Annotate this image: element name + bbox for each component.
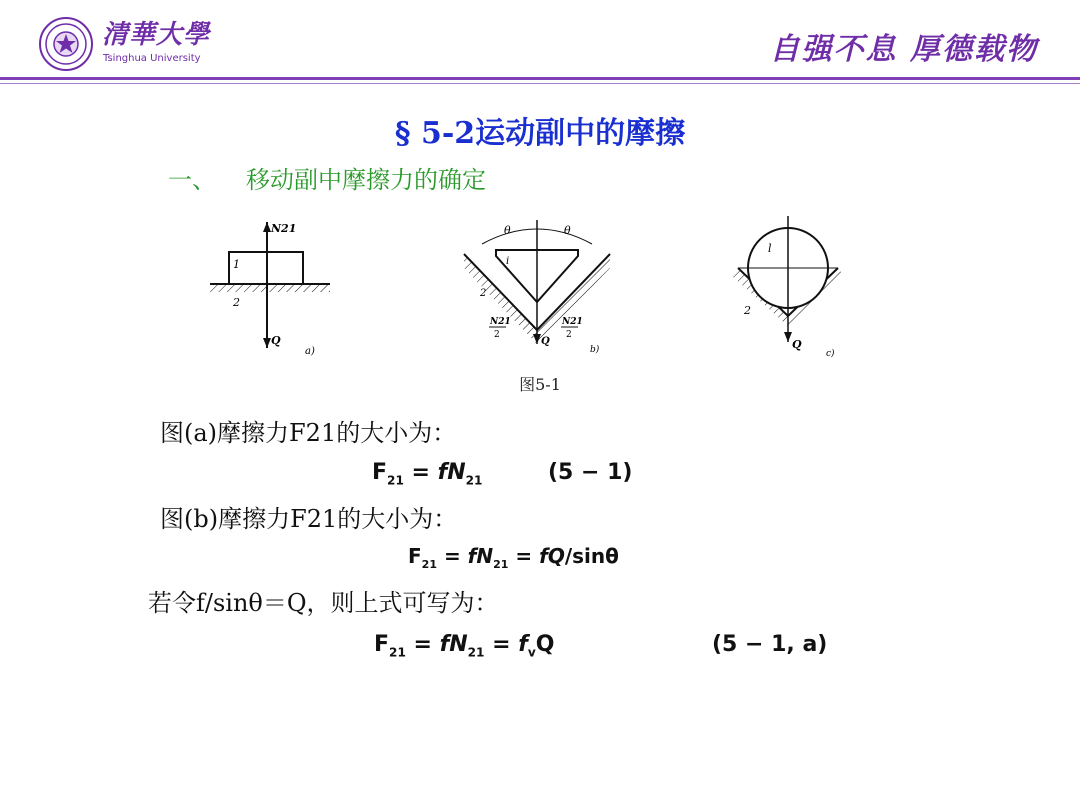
fig-b-theta-right: θ — [564, 224, 571, 237]
fig-c-ground-label: 2 — [744, 304, 751, 317]
equation-5-1 — [372, 460, 482, 487]
fig-c-q-label: Q — [792, 338, 802, 351]
fig-b-tag: b) — [590, 345, 600, 355]
text-line-b: 图(b)摩擦力F21的大小为： — [160, 505, 458, 533]
fig-a-arrow-q — [263, 338, 271, 348]
slide-title: § 5-2运动副中的摩擦 — [394, 116, 686, 151]
subtitle-number: 一、 — [168, 166, 216, 194]
figure-caption: 图5-1 — [519, 375, 561, 394]
eq3-f: f — [439, 632, 450, 657]
equation-tag-5-1a: (5 − 1, a) — [712, 632, 828, 657]
figure-b — [462, 212, 612, 360]
eq2-lhs: F — [408, 544, 422, 568]
section-subtitle — [168, 160, 486, 195]
fig-c-tag: c) — [826, 349, 835, 359]
eq3-q: Q — [535, 632, 555, 657]
fig-b-theta-left: θ — [504, 224, 511, 237]
eq3-fv-sub: v — [527, 645, 536, 660]
fig-a-n-label: N21 — [271, 222, 297, 235]
equation-5-1a — [374, 632, 554, 659]
eq3-fv: f — [518, 632, 528, 657]
slide-header — [0, 0, 1080, 90]
eq3-equals: = — [405, 632, 440, 657]
fig-b-n-den-right: 2 — [566, 330, 572, 340]
fig-b-q-label: Q — [541, 336, 550, 347]
eq1-n-sub: 21 — [465, 473, 483, 488]
school-name-en: Tsinghua University — [103, 53, 201, 64]
fig-a-ground-hatch — [210, 284, 330, 292]
eq3-equals-2: = — [484, 632, 519, 657]
eq3-n: N — [449, 632, 468, 657]
eq2-f: f — [467, 544, 477, 568]
fig-c-arrow-q — [784, 332, 792, 342]
eq1-lhs: F — [372, 460, 388, 485]
fig-c-body-label: l — [768, 242, 772, 255]
eq3-lhs-sub: 21 — [389, 645, 406, 660]
eq2-n-sub: 21 — [493, 558, 509, 571]
fig-a-ground-label: 2 — [233, 296, 240, 309]
fig-a-q-label: Q — [271, 334, 281, 347]
school-motto: 自强不息 厚德载物 — [769, 32, 1038, 67]
fig-b-n-left: N21 — [490, 317, 511, 327]
eq3-n-sub: 21 — [467, 645, 485, 660]
eq2-sin: /sinθ — [564, 544, 619, 568]
eq2-lhs-sub: 21 — [421, 558, 437, 571]
fig-b-ground-label: 2 — [480, 288, 487, 299]
text-line-a: 图(a)摩擦力F21的大小为： — [160, 419, 457, 447]
figure-a — [205, 212, 340, 360]
eq2-n: N — [476, 544, 494, 568]
eq1-lhs-sub: 21 — [387, 473, 404, 488]
fig-a-arrow-n — [263, 222, 271, 232]
subtitle-text: 移动副中摩擦力的确定 — [246, 166, 486, 194]
eq3-lhs: F — [374, 632, 390, 657]
university-seal-icon — [38, 16, 94, 72]
eq1-n: N — [447, 460, 466, 485]
eq1-f: f — [437, 460, 448, 485]
school-name-cn: 清華大學 — [102, 20, 211, 50]
text-line-c: 若令f/sinθ＝Q，则上式可写为： — [148, 589, 499, 617]
fig-b-n-den-left: 2 — [494, 330, 500, 340]
fig-a-body-label: 1 — [233, 258, 240, 271]
fig-b-body-label: i — [506, 256, 510, 267]
eq2-fq: fQ — [539, 544, 565, 568]
fig-b-n-right: N21 — [562, 317, 583, 327]
equation-tag-5-1: (5 − 1) — [548, 460, 633, 485]
header-divider — [0, 77, 1080, 80]
equation-b — [408, 544, 619, 571]
figure-c — [722, 212, 852, 360]
fig-a-tag: a) — [305, 346, 315, 357]
eq2-equals-2: = — [508, 544, 540, 568]
eq1-equals: = — [403, 460, 438, 485]
eq2-equals: = — [436, 544, 468, 568]
header-divider-thin — [0, 83, 1080, 84]
